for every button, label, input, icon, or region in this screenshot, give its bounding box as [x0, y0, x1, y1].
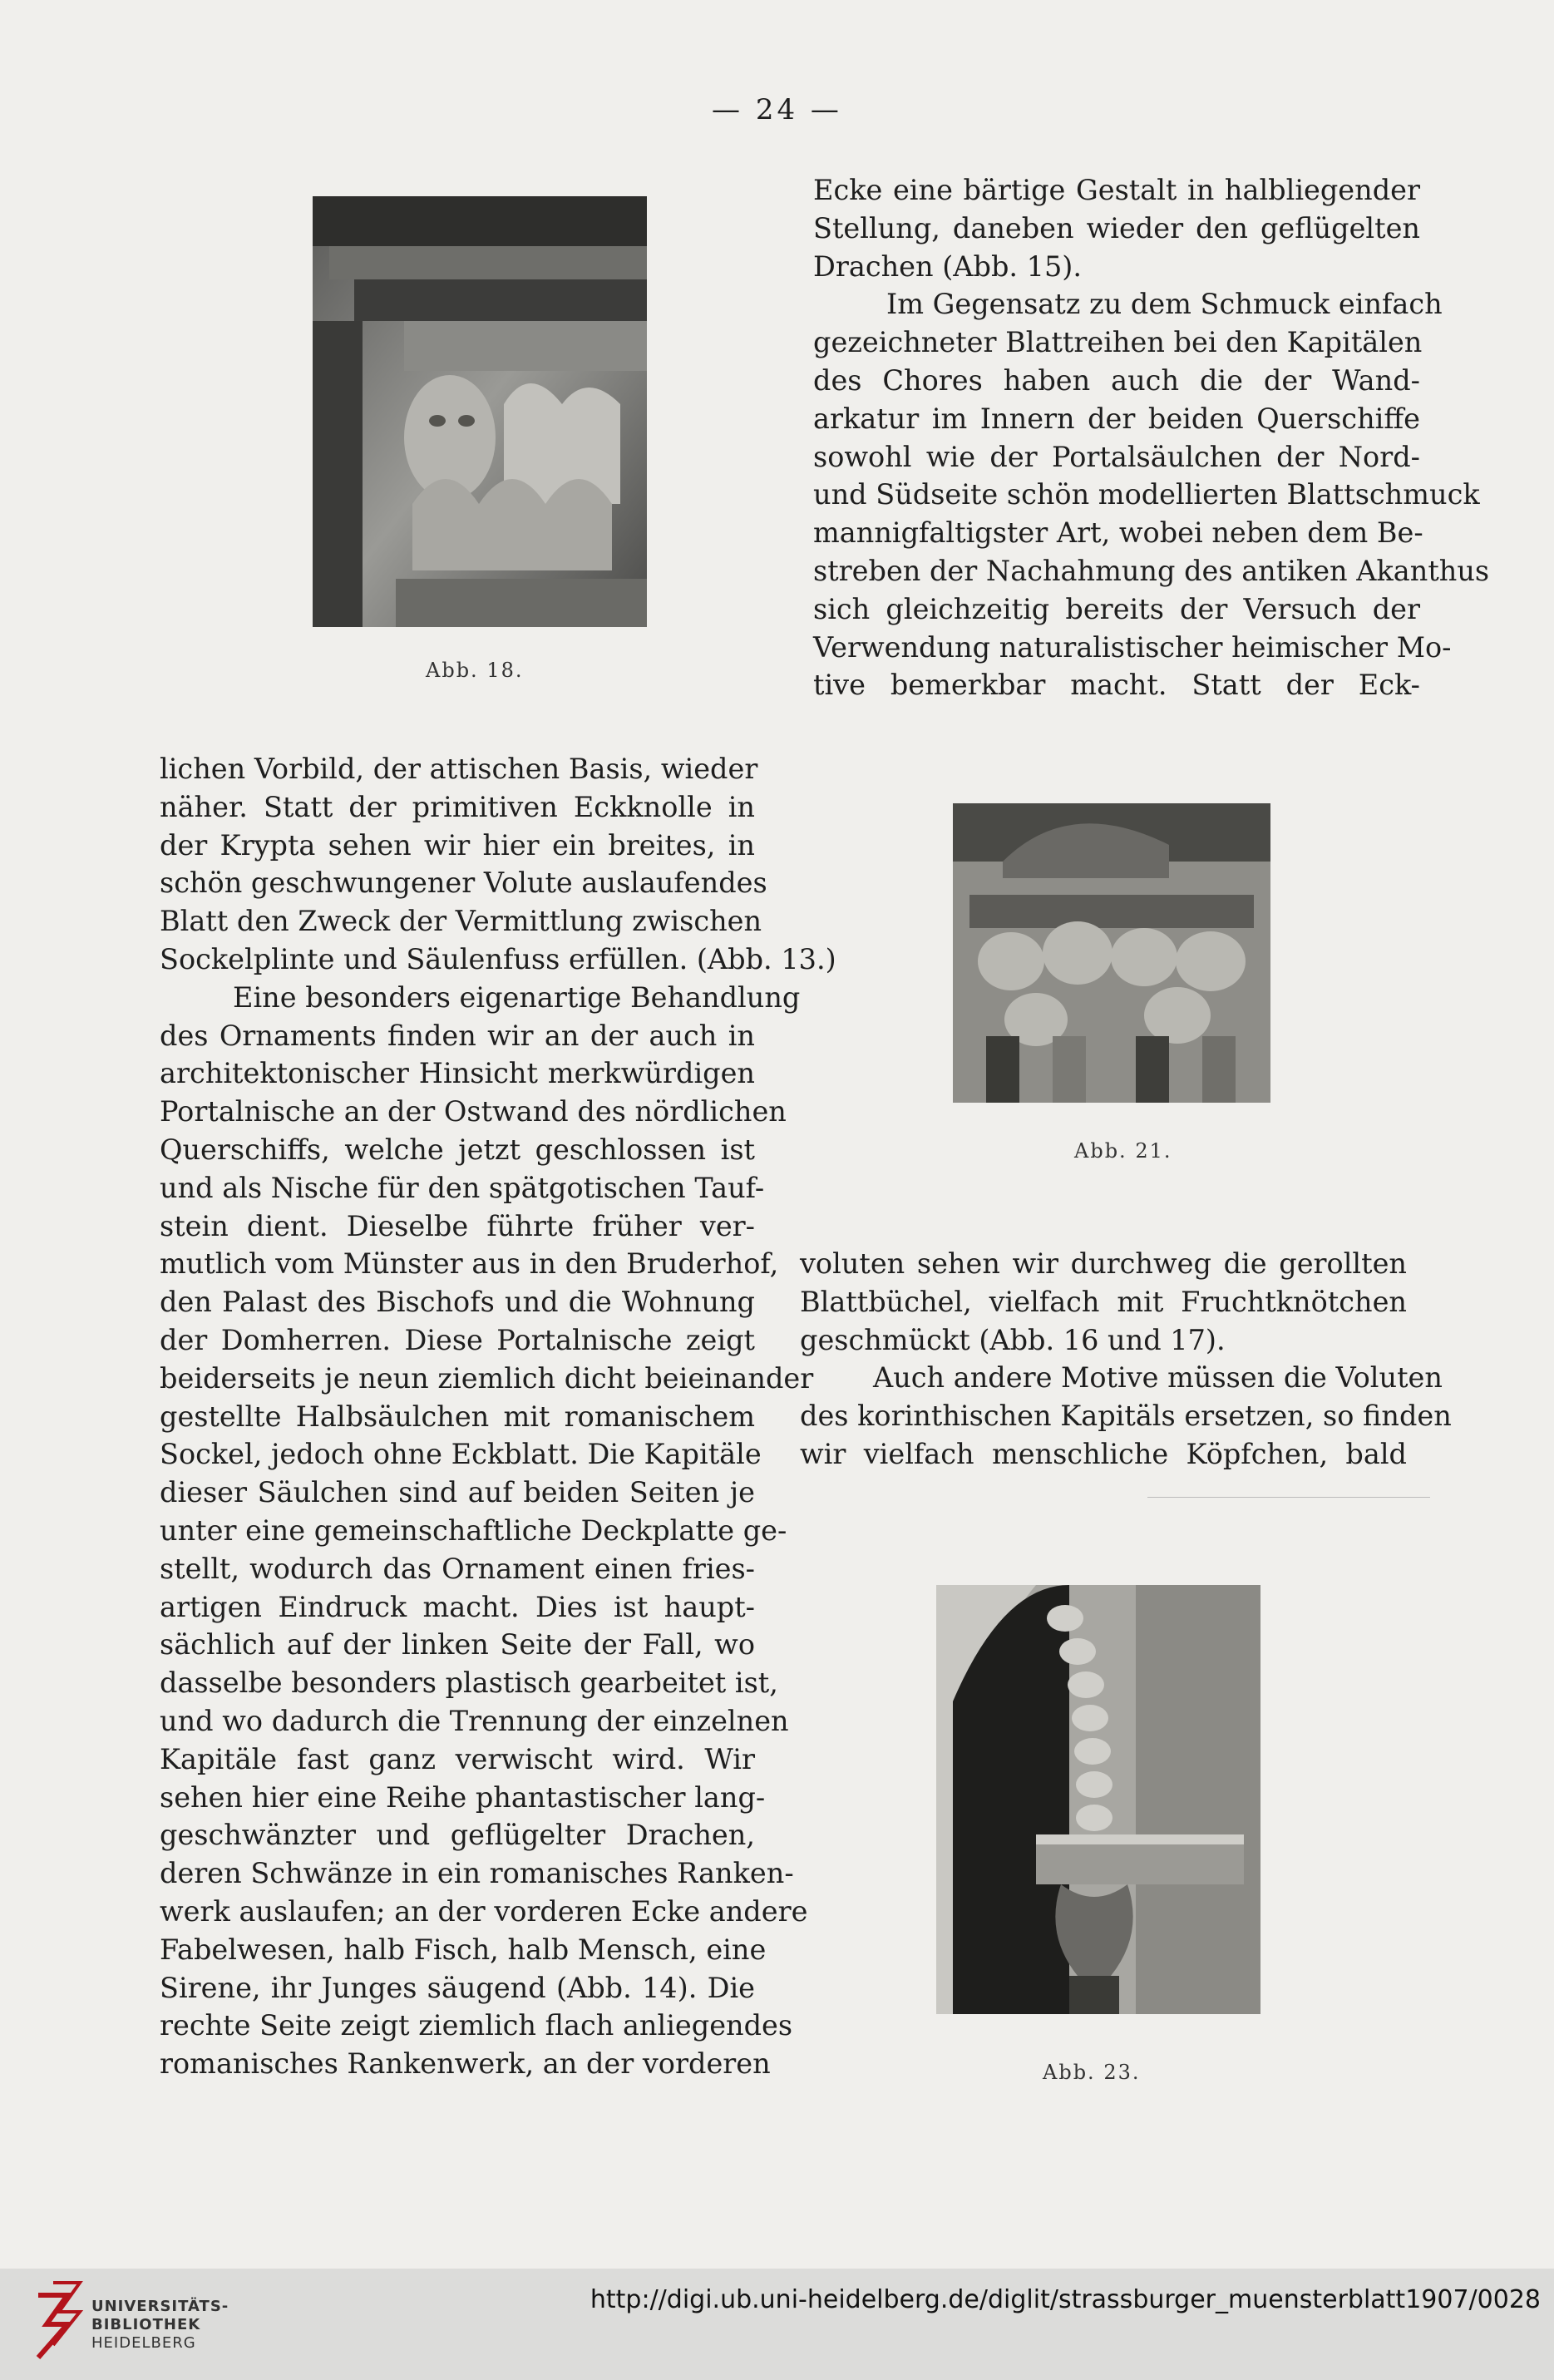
library-name — [91, 2298, 229, 2353]
text-line: mutlich vom Münster aus in den Bruderhof, — [160, 1247, 779, 1281]
text-line: werk auslaufen; an der vorderen Ecke andere — [160, 1894, 808, 1928]
source-url-link[interactable]: http://digi.ub.uni-heidelberg.de/diglit/strassburger_muensterblatt1907/0028 — [590, 2285, 1541, 2314]
text-line: gestellte Halbsäulchen mit romanischem — [160, 1400, 755, 1433]
text-line: und als Nische für den spätgotischen Tauf- — [160, 1171, 765, 1204]
text-line: der Krypta sehen wir hier ein breites, in — [160, 828, 755, 862]
text-line: näher. Statt der primitiven Eckknolle in — [160, 790, 755, 823]
text-line: Drachen (Abb. 15). — [813, 249, 1083, 283]
text-line: rechte Seite zeigt ziemlich flach anliegendes — [160, 2009, 793, 2042]
text-line: sich gleichzeitig bereits der Versuch der — [813, 592, 1420, 625]
text-line: Blatt den Zweck der Vermittlung zwischen — [160, 905, 762, 938]
text-line: sowohl wie der Portalsäulchen der Nord- — [813, 440, 1420, 473]
text-line: wir vielfach menschliche Köpfchen, bald — [800, 1437, 1407, 1470]
library-name-line: HEIDELBERG — [91, 2334, 196, 2352]
right-top-column — [813, 171, 1490, 704]
text-line: Eine besonders eigenartige Behandlung — [233, 980, 801, 1014]
figure-23-caption: Abb. 23. — [1043, 2061, 1141, 2084]
text-line: Fabelwesen, halb Fisch, halb Mensch, eine — [160, 1933, 767, 1966]
text-line: arkatur im Innern der beiden Querschiffe — [813, 402, 1420, 435]
text-line: Auch andere Motive müssen die Voluten — [873, 1361, 1443, 1395]
text-line: Querschiffs, welche jetzt geschlossen ist — [160, 1133, 755, 1166]
text-line: voluten sehen wir durchweg die gerollten — [800, 1247, 1407, 1280]
text-line: Sockelplinte und Säulenfuss erfüllen. (Abb. 13.) — [160, 942, 836, 975]
text-line: Portalnische an der Ostwand des nördlichen — [160, 1095, 787, 1128]
text-line: Sirene, ihr Junges säugend (Abb. 14). Die — [160, 1971, 755, 2004]
text-line: romanisches Rankenwerk, an der vorderen — [160, 2047, 771, 2081]
text-line: lichen Vorbild, der attischen Basis, wieder — [160, 753, 758, 785]
page-number: — 24 — — [712, 93, 842, 126]
text-line: Stellung, daneben wieder den geflügelten — [813, 211, 1420, 244]
text-line: Blattbüchel, vielfach mit Fruchtknötchen — [800, 1285, 1407, 1318]
text-line: gezeichneter Blattreihen bei den Kapitälen — [813, 326, 1423, 359]
text-line: mannigfaltigster Art, wobei neben dem Be- — [813, 516, 1423, 550]
figure-21-image — [953, 803, 1270, 1103]
text-line: deren Schwänze in ein romanisches Ranken- — [160, 1857, 794, 1890]
figure-23-image — [936, 1585, 1260, 2014]
text-line: artigen Eindruck macht. Dies ist haupt- — [160, 1590, 755, 1623]
text-line: stein dient. Dieselbe führte früher ver- — [160, 1209, 755, 1242]
text-line: Verwendung naturalistischer heimischer Mo- — [813, 630, 1452, 664]
text-line: geschmückt (Abb. 16 und 17). — [800, 1323, 1226, 1356]
text-line: unter eine gemeinschaftliche Deckplatte ge- — [160, 1513, 787, 1547]
text-line: Kapitäle fast ganz verwischt wird. Wir — [160, 1742, 755, 1775]
figure-18-caption: Abb. 18. — [426, 659, 524, 682]
text-line: und wo dadurch die Trennung der einzelnen — [160, 1704, 789, 1737]
figure-18-image — [313, 196, 647, 627]
text-line: dieser Säulchen sind auf beiden Seiten je — [160, 1476, 755, 1509]
text-line: Im Gegensatz zu dem Schmuck einfach — [886, 288, 1443, 321]
library-name-line: UNIVERSITÄTS- — [91, 2298, 229, 2315]
text-line: des korinthischen Kapitäls ersetzen, so finden — [800, 1400, 1452, 1433]
left-main-column — [160, 750, 836, 2083]
text-line: dasselbe besonders plastisch gearbeitet ist, — [160, 1666, 778, 1700]
text-line: beiderseits je neun ziemlich dicht beieinander — [160, 1361, 814, 1395]
text-line: der Domherren. Diese Portalnische zeigt — [160, 1323, 755, 1356]
text-line: sächlich auf der linken Seite der Fall, wo — [160, 1628, 755, 1662]
text-line: des Chores haben auch die der Wand- — [813, 363, 1420, 397]
text-line: geschwänzter und geflügelter Drachen, — [160, 1819, 755, 1852]
text-line: tive bemerkbar macht. Statt der Eck- — [813, 669, 1420, 702]
figure-21-caption: Abb. 21. — [1074, 1139, 1172, 1163]
text-line: schön geschwungener Volute auslaufendes — [160, 867, 767, 900]
text-line: architektonischer Hinsicht merkwürdigen — [160, 1057, 755, 1090]
library-name-line: BIBLIOTHEK — [91, 2316, 201, 2333]
text-line: des Ornaments finden wir an der auch in — [160, 1019, 755, 1052]
text-line: und Südseite schön modellierten Blattschmuck — [813, 478, 1480, 511]
text-line: streben der Nachahmung des antiken Akanthus — [813, 554, 1490, 587]
text-line: den Palast des Bischofs und die Wohnung — [160, 1286, 755, 1319]
library-logo-icon — [30, 2279, 88, 2370]
right-mid-column — [800, 1245, 1452, 1474]
text-line: Sockel, jedoch ohne Eckblatt. Die Kapitäle — [160, 1438, 762, 1471]
text-line: sehen hier eine Reihe phantastischer lang- — [160, 1780, 766, 1814]
text-line: stellt, wodurch das Ornament einen fries- — [160, 1552, 755, 1585]
divider — [1147, 1497, 1430, 1498]
text-line: Ecke eine bärtige Gestalt in halbliegender — [813, 174, 1420, 206]
